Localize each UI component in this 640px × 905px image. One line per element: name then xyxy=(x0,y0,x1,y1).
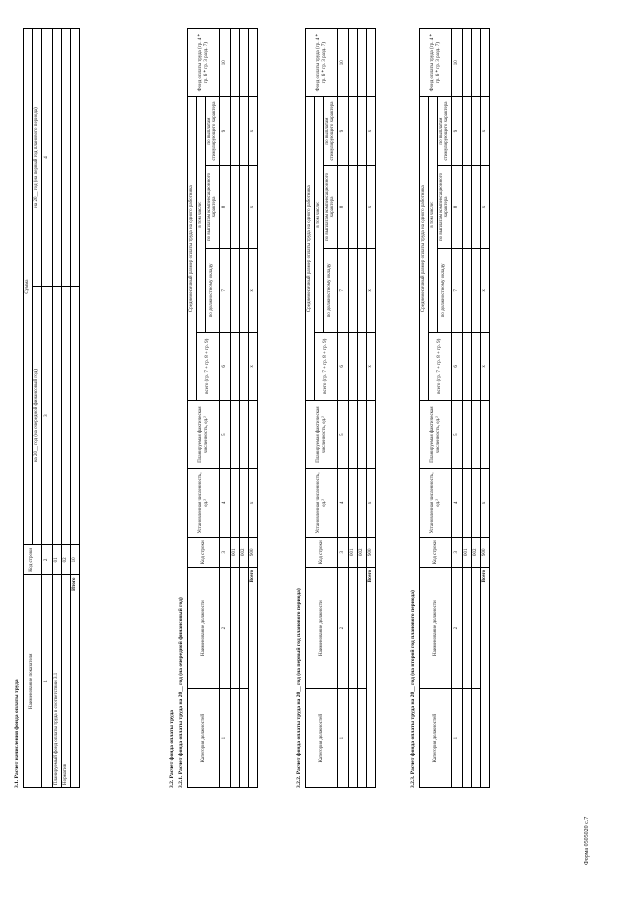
input-cell[interactable] xyxy=(231,400,240,468)
col-established-header: Установленная численность, ед.² xyxy=(306,469,338,537)
section-3-2-title: 3.2. Расчет фонда оплаты труда xyxy=(169,710,175,788)
col-position-header: Наименование должности xyxy=(306,567,338,688)
col-number: 1 xyxy=(452,689,463,788)
input-cell[interactable] xyxy=(231,97,240,165)
col-number: 10 xyxy=(452,29,463,97)
x-mark: х xyxy=(481,469,490,537)
input-cell[interactable] xyxy=(367,400,376,468)
input-cell[interactable] xyxy=(463,29,472,97)
col-salary-header: по должностному окладу xyxy=(323,249,338,332)
row-code: 002 xyxy=(358,537,367,567)
col-avg-header: Среднемесячный размер оплаты труда на одного работника xyxy=(420,97,429,401)
input-cell[interactable] xyxy=(349,469,358,537)
input-cell[interactable] xyxy=(240,567,249,688)
input-cell[interactable] xyxy=(349,332,358,400)
col-number: 8 xyxy=(220,165,231,248)
row-code: 900 xyxy=(481,537,490,567)
row-code: 002 xyxy=(240,537,249,567)
input-cell[interactable] xyxy=(472,332,481,400)
calc-table-3 xyxy=(419,28,490,788)
col-incl-header: в том числе: xyxy=(196,97,205,332)
col-number: 7 xyxy=(338,249,349,332)
input-cell[interactable] xyxy=(231,165,240,248)
col-year1-header: на 20__ год (на очередной финансовый год) xyxy=(32,287,41,545)
col-number: 7 xyxy=(452,249,463,332)
section-3-2-1-title: 3.2.1. Расчет фонда оплаты труда на 20__ год (на очередной финансовый год) xyxy=(178,597,184,788)
input-cell[interactable] xyxy=(463,400,472,468)
input-cell[interactable] xyxy=(472,249,481,332)
col-established-header: Установленная численность, ед.² xyxy=(420,469,452,537)
x-mark: х xyxy=(367,332,376,400)
col-comp-header: по выплатам компенсационного характера xyxy=(437,165,452,248)
input-cell[interactable] xyxy=(358,567,367,688)
row-code: 02 xyxy=(61,545,70,575)
input-cell[interactable] xyxy=(472,29,481,97)
x-mark: х xyxy=(367,249,376,332)
col-position-header: Наименование должности xyxy=(188,567,220,688)
input-cell[interactable] xyxy=(358,165,367,248)
col-planned-header: Планируемая фактическая численность, ед.² xyxy=(188,400,220,468)
col-fund-header: Фонд оплаты труда (гр. 4 * гр. 6 * гр. 3 разд. 7) xyxy=(188,29,220,97)
input-cell[interactable] xyxy=(61,287,70,545)
col-planned-header: Планируемая фактическая численность, ед.² xyxy=(306,400,338,468)
total-label: Итого xyxy=(70,575,79,788)
total-label: Всего xyxy=(249,567,258,787)
col-number: 3 xyxy=(338,537,349,567)
x-mark: х xyxy=(481,249,490,332)
x-mark: х xyxy=(249,469,258,537)
calc-table-1 xyxy=(187,28,258,788)
col-year2-header: на 20__ год (на первый год планового периода) xyxy=(32,29,41,287)
col-number: 3 xyxy=(452,537,463,567)
section-3-1 xyxy=(14,28,80,788)
row-code: 900 xyxy=(249,537,258,567)
section-3-2-2 xyxy=(296,28,376,788)
x-mark: х xyxy=(481,332,490,400)
input-cell[interactable] xyxy=(472,165,481,248)
input-cell[interactable] xyxy=(463,249,472,332)
input-cell[interactable] xyxy=(231,29,240,97)
section-3-2 xyxy=(169,28,258,788)
input-cell[interactable] xyxy=(349,29,358,97)
col-number: 2 xyxy=(338,567,349,688)
col-position-header: Наименование должности xyxy=(420,567,452,688)
section-3-1-title: 3.1. Расчет начисления фонда оплаты труда xyxy=(14,679,20,788)
row-label: Планируемый фонд оплаты труда в соответствии 3.1 xyxy=(52,575,61,788)
col-number: 5 xyxy=(220,400,231,468)
input-cell[interactable] xyxy=(240,332,249,400)
input-cell[interactable] xyxy=(358,97,367,165)
input-cell[interactable] xyxy=(240,689,249,788)
col-total-header: всего (гр. 7 + гр. 8 + гр. 9) xyxy=(428,332,451,400)
input-cell[interactable] xyxy=(463,567,472,688)
col-incl-header: в том числе: xyxy=(428,97,437,332)
col-number: 2 xyxy=(452,567,463,688)
col-number: 5 xyxy=(338,400,349,468)
col-sum-header: Сумма xyxy=(24,29,33,545)
col-number: 2 xyxy=(220,567,231,688)
col-number: 10 xyxy=(338,29,349,97)
input-cell[interactable] xyxy=(240,469,249,537)
form-code: Форма 0505020 с.7 xyxy=(584,816,590,865)
input-cell[interactable] xyxy=(463,97,472,165)
input-cell[interactable] xyxy=(240,29,249,97)
input-cell[interactable] xyxy=(358,469,367,537)
col-code-header: Код строки xyxy=(24,545,42,575)
col-number: 6 xyxy=(220,332,231,400)
total-label: Всего xyxy=(367,567,376,787)
input-cell[interactable] xyxy=(472,689,481,788)
x-mark: х xyxy=(481,97,490,165)
col-planned-header: Планируемая фактическая численность, ед.² xyxy=(420,400,452,468)
section-3-2-3 xyxy=(410,28,490,788)
col-number: 4 xyxy=(338,469,349,537)
input-cell[interactable] xyxy=(231,567,240,688)
input-cell[interactable] xyxy=(358,400,367,468)
row-code: 001 xyxy=(349,537,358,567)
input-cell[interactable] xyxy=(367,29,376,97)
input-cell[interactable] xyxy=(70,287,79,545)
col-number: 6 xyxy=(452,332,463,400)
col-fund-header: Фонд оплаты труда (гр. 4 * гр. 6 * гр. 3 разд. 7) xyxy=(420,29,452,97)
input-cell[interactable] xyxy=(231,332,240,400)
fund-table xyxy=(23,28,80,788)
section-3-2-3-title: 3.2.3. Расчет фонда оплаты труда на 20__ год (на второй год планового периода) xyxy=(410,590,416,788)
col-number: 3 xyxy=(41,287,52,545)
input-cell[interactable] xyxy=(349,689,358,788)
col-incent-header: по выплатам стимулирующего характера xyxy=(323,97,338,165)
input-cell[interactable] xyxy=(472,469,481,537)
col-number: 8 xyxy=(338,165,349,248)
section-3-2-2-title: 3.2.2. Расчет фонда оплаты труда на 20__ год (на первый год планового периода) xyxy=(296,588,302,788)
col-number: 9 xyxy=(220,97,231,165)
col-number: 9 xyxy=(338,97,349,165)
input-cell[interactable] xyxy=(472,400,481,468)
input-cell[interactable] xyxy=(240,400,249,468)
input-cell[interactable] xyxy=(231,469,240,537)
x-mark: х xyxy=(481,165,490,248)
col-fund-header: Фонд оплаты труда (гр. 4 * гр. 6 * гр. 3 разд. 7) xyxy=(306,29,338,97)
input-cell[interactable] xyxy=(52,287,61,545)
col-number: 4 xyxy=(452,469,463,537)
col-code-header: Код строки xyxy=(306,537,338,567)
row-code: 001 xyxy=(231,537,240,567)
x-mark: х xyxy=(249,332,258,400)
col-number: 7 xyxy=(220,249,231,332)
row-code: 900 xyxy=(367,537,376,567)
x-mark: х xyxy=(367,469,376,537)
input-cell[interactable] xyxy=(358,29,367,97)
input-cell[interactable] xyxy=(481,400,490,468)
col-number: 5 xyxy=(452,400,463,468)
col-category-header: Категория должностей xyxy=(306,689,338,788)
col-avg-header: Среднемесячный размер оплаты труда на одного работника xyxy=(188,97,197,401)
input-cell[interactable] xyxy=(231,689,240,788)
x-mark: х xyxy=(249,165,258,248)
row-code: 001 xyxy=(463,537,472,567)
col-number: 1 xyxy=(220,689,231,788)
input-cell[interactable] xyxy=(472,97,481,165)
x-mark: х xyxy=(367,97,376,165)
col-number: 10 xyxy=(220,29,231,97)
col-comp-header: по выплатам компенсационного характера xyxy=(323,165,338,248)
input-cell[interactable] xyxy=(61,29,70,287)
col-number: 8 xyxy=(452,165,463,248)
col-category-header: Категория должностей xyxy=(420,689,452,788)
col-number: 4 xyxy=(220,469,231,537)
total-label: Всего xyxy=(481,567,490,787)
row-code: 10 xyxy=(70,545,79,575)
input-cell[interactable] xyxy=(70,29,79,287)
input-cell[interactable] xyxy=(358,249,367,332)
input-cell[interactable] xyxy=(349,97,358,165)
input-cell[interactable] xyxy=(240,97,249,165)
col-total-header: всего (гр. 7 + гр. 8 + гр. 9) xyxy=(314,332,337,400)
input-cell[interactable] xyxy=(349,567,358,688)
col-code-header: Код строки xyxy=(420,537,452,567)
x-mark: х xyxy=(367,165,376,248)
input-cell[interactable] xyxy=(240,249,249,332)
col-number: 1 xyxy=(338,689,349,788)
col-number: 2 xyxy=(41,545,52,575)
input-cell[interactable] xyxy=(349,249,358,332)
input-cell[interactable] xyxy=(463,165,472,248)
col-code-header: Код строки xyxy=(188,537,220,567)
input-cell[interactable] xyxy=(349,165,358,248)
input-cell[interactable] xyxy=(472,567,481,688)
input-cell[interactable] xyxy=(52,29,61,287)
col-number: 3 xyxy=(220,537,231,567)
col-incl-header: в том числе: xyxy=(314,97,323,332)
col-number: 6 xyxy=(338,332,349,400)
col-established-header: Установленная численность, ед.² xyxy=(188,469,220,537)
input-cell[interactable] xyxy=(481,29,490,97)
col-indicator-header: Наименование показателя xyxy=(24,575,42,788)
col-total-header: всего (гр. 7 + гр. 8 + гр. 9) xyxy=(196,332,219,400)
col-salary-header: по должностному окладу xyxy=(205,249,220,332)
input-cell[interactable] xyxy=(249,29,258,97)
calc-table-2 xyxy=(305,28,376,788)
input-cell[interactable] xyxy=(249,400,258,468)
row-label: Норматив xyxy=(61,575,70,788)
col-incent-header: по выплатам стимулирующего характера xyxy=(437,97,452,165)
x-mark: х xyxy=(249,97,258,165)
col-comp-header: по выплатам компенсационного характера xyxy=(205,165,220,248)
input-cell[interactable] xyxy=(463,332,472,400)
col-salary-header: по должностному окладу xyxy=(437,249,452,332)
col-category-header: Категория должностей xyxy=(188,689,220,788)
row-code: 01 xyxy=(52,545,61,575)
col-number: 9 xyxy=(452,97,463,165)
input-cell[interactable] xyxy=(463,689,472,788)
input-cell[interactable] xyxy=(358,689,367,788)
col-incent-header: по выплатам стимулирующего характера xyxy=(205,97,220,165)
input-cell[interactable] xyxy=(240,165,249,248)
col-avg-header: Среднемесячный размер оплаты труда на одного работника xyxy=(306,97,315,401)
input-cell[interactable] xyxy=(358,332,367,400)
x-mark: х xyxy=(249,249,258,332)
input-cell[interactable] xyxy=(231,249,240,332)
row-code: 002 xyxy=(472,537,481,567)
col-number: 4 xyxy=(41,29,52,287)
col-number: 1 xyxy=(41,575,52,788)
input-cell[interactable] xyxy=(349,400,358,468)
input-cell[interactable] xyxy=(463,469,472,537)
